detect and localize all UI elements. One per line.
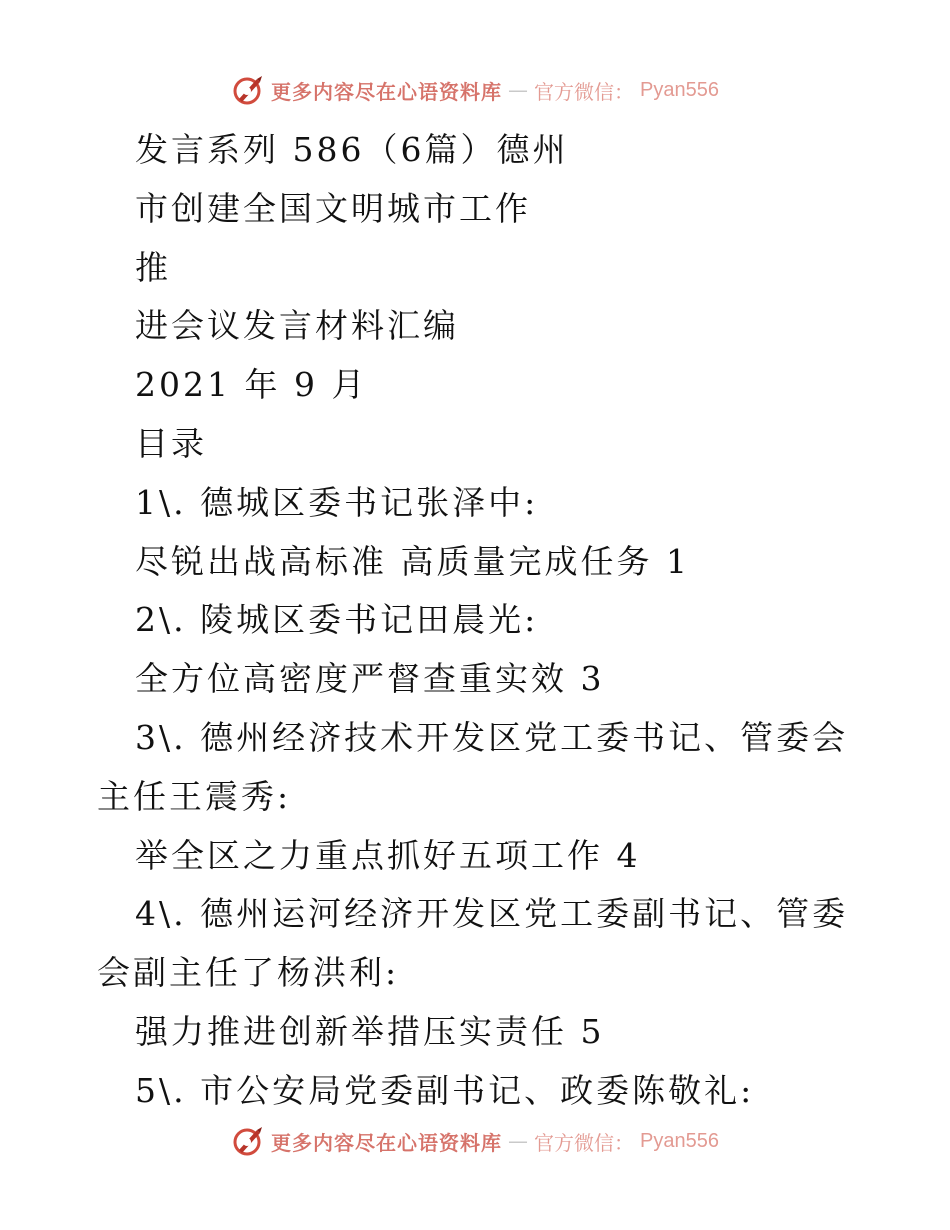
document-title-line-4: 进会议发言材料汇编 <box>135 306 459 346</box>
toc-entry-3-speaker: 3\. 德州经济技术开发区党工委书记、管委会主任王震秀: <box>97 717 849 816</box>
toc-entry-3-title: 举全区之力重点抓好五项工作 4 <box>135 835 641 875</box>
toc-entry-4-title: 强力推进创新举措压实责任 5 <box>135 1011 605 1051</box>
footer-banner <box>0 1121 950 1161</box>
banner-dash: — <box>508 78 529 102</box>
toc-entry-1-speaker: 1\. 德城区委书记张泽中: <box>135 482 539 522</box>
banner-wechat-id: Pyan556 <box>640 78 719 101</box>
toc-entry-1-title: 尽锐出战高标准 高质量完成任务 1 <box>135 541 690 581</box>
banner-dash: — <box>508 1129 529 1153</box>
toc-entry-2-title: 全方位高密度严督查重实效 3 <box>135 659 605 699</box>
banner-wechat-id: Pyan556 <box>640 1129 719 1152</box>
banner-wechat-label: 官方微信： <box>534 79 635 104</box>
toc-entry-2-speaker: 2\. 陵城区委书记田晨光: <box>135 600 539 640</box>
toc-heading: 目录 <box>135 423 207 463</box>
document-title-line-3: 推 <box>135 247 171 287</box>
banner-wechat-label: 官方微信： <box>534 1130 635 1155</box>
document-date: 2021 年 9 月 <box>135 365 368 405</box>
header-banner-content <box>231 73 719 107</box>
toc-entry-5-speaker: 5\. 市公安局党委副书记、政委陈敬礼: <box>135 1070 755 1110</box>
header-banner <box>0 70 950 110</box>
banner-text: 更多内容尽在心语资料库 <box>271 79 503 104</box>
toc-entry-4-speaker: 4\. 德州运河经济开发区党工委副书记、管委会副主任了杨洪利: <box>97 894 849 993</box>
quill-circle-logo-icon <box>231 1124 265 1158</box>
banner-text: 更多内容尽在心语资料库 <box>271 1130 503 1155</box>
document-title-line-1: 发言系列 586（6篇）德州 <box>135 130 569 169</box>
document-title-line-2: 市创建全国文明城市工作 <box>135 188 531 228</box>
quill-circle-logo-icon <box>231 73 265 107</box>
document-body <box>97 121 857 1121</box>
footer-banner-content <box>231 1124 719 1158</box>
